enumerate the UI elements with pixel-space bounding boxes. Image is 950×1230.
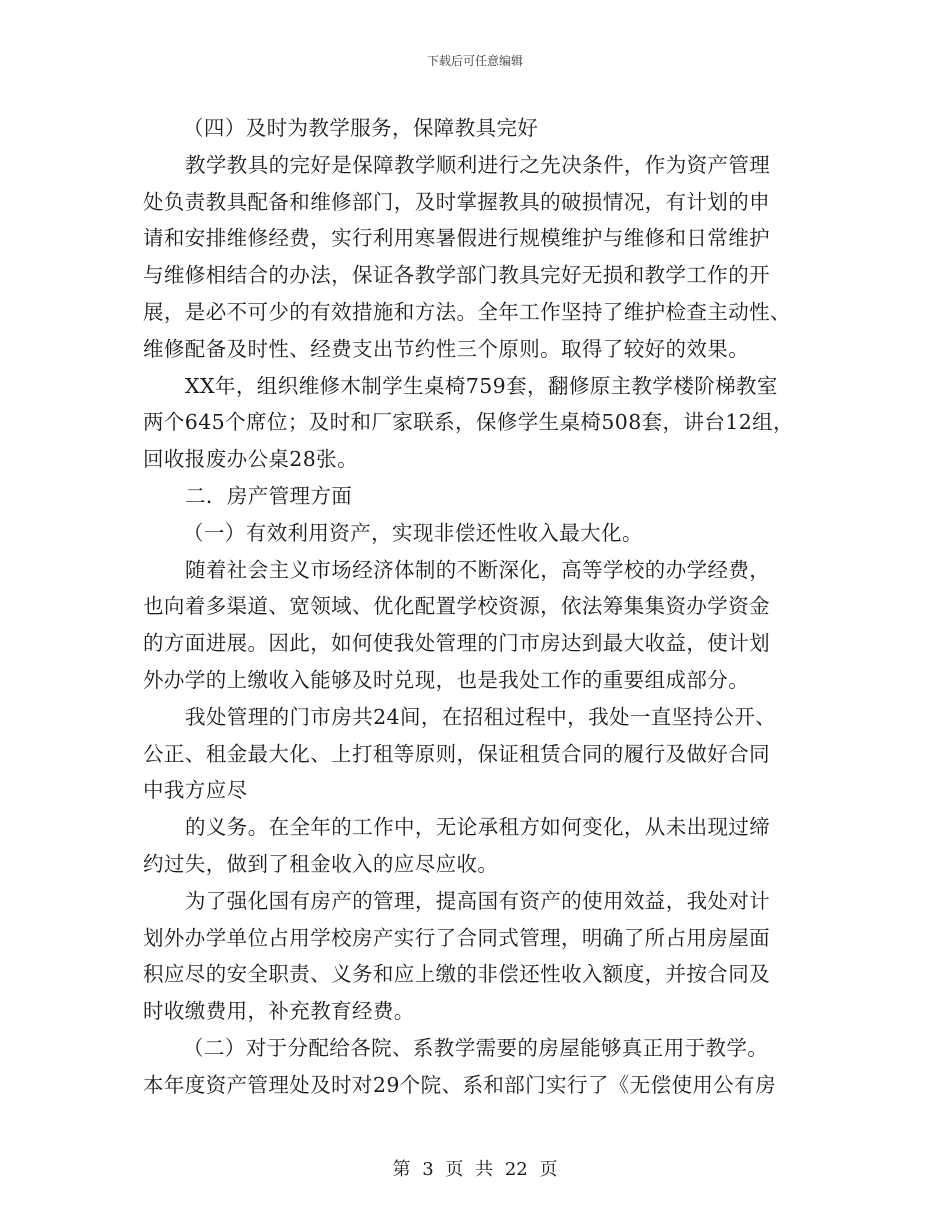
paragraph-line: 本年度资产管理处及时对29个院、系和部门实行了《无偿使用公有房 (143, 1072, 776, 1097)
paragraph-line: 也向着多渠道、宽领域、优化配置学校资源，依法筹集集资办学资金 (143, 594, 770, 619)
paragraph-line: 我处管理的门市房共24间，在招租过程中，我处一直坚持公开、 (185, 704, 777, 729)
paragraph-line: 维修配备及时性、经费支出节约性三个原则。取得了较好的效果。 (143, 336, 750, 361)
paragraph-line: 为了强化国有房产的管理，提高国有资产的使用效益，我处对计 (185, 888, 771, 913)
paragraph-line: 教学教具的完好是保障教学顺利进行之先决条件，作为资产管理 (185, 152, 771, 177)
section-heading: （四）及时为教学服务，保障教具完好 (183, 116, 539, 140)
paragraph-line: 的义务。在全年的工作中，无论承租方如何变化，从未出现过缔 (185, 815, 771, 840)
subsection-heading: （二）对于分配给各院、系教学需要的房屋能够真正用于教学。 (183, 1035, 769, 1060)
paragraph-line: 时收缴费用，补充教育经费。 (143, 999, 415, 1024)
paragraph-line: XX年，组织维修木制学生桌椅759套，翻修原主教学楼阶梯教室 (185, 373, 778, 398)
section-heading: 二．房产管理方面 (185, 483, 353, 508)
page-number-footer: 第 3 页 共 22 页 (392, 1159, 558, 1180)
paragraph-line: 回收报废办公桌28张。 (143, 447, 358, 472)
page-header-note: 下载后可任意编辑 (426, 54, 523, 68)
paragraph-line: 处负责教具配备和维修部门，及时掌握教具的破损情况，有计划的申 (143, 189, 770, 214)
paragraph-line: 划外办学单位占用学校房产实行了合同式管理，明确了所占用房屋面 (143, 925, 770, 950)
paragraph-line: 约过失，做到了租金收入的应尽应收。 (143, 851, 499, 876)
paragraph-line: 积应尽的安全职责、义务和应上缴的非偿还性收入额度，并按合同及 (143, 962, 770, 987)
document-body (143, 110, 818, 1104)
paragraph-line: 展，是必不可少的有效措施和方法。全年工作坚持了维护检查主动性、 (143, 299, 791, 324)
paragraph-line: 与维修相结合的办法，保证各教学部门教具完好无损和教学工作的开 (143, 263, 770, 288)
paragraph-line: 外办学的上缴收入能够及时兑现，也是我处工作的重要组成部分。 (143, 667, 750, 692)
paragraph-line: 请和安排维修经费，实行利用寒暑假进行规模维护与维修和日常维护 (143, 226, 770, 251)
paragraph-line: 两个645个席位；及时和厂家联系，保修学生桌椅508套，讲台12组， (143, 410, 794, 435)
subsection-heading: （一）有效利用资产，实现非偿还性收入最大化。 (183, 520, 643, 545)
paragraph-line: 中我方应尽 (143, 778, 248, 803)
paragraph-line: 随着社会主义市场经济体制的不断深化，高等学校的办学经费， (185, 557, 771, 582)
paragraph-line: 公正、租金最大化、上打租等原则，保证租赁合同的履行及做好合同 (143, 741, 770, 766)
paragraph-line: 的方面进展。因此，如何使我处管理的门市房达到最大收益，使计划 (143, 631, 770, 656)
